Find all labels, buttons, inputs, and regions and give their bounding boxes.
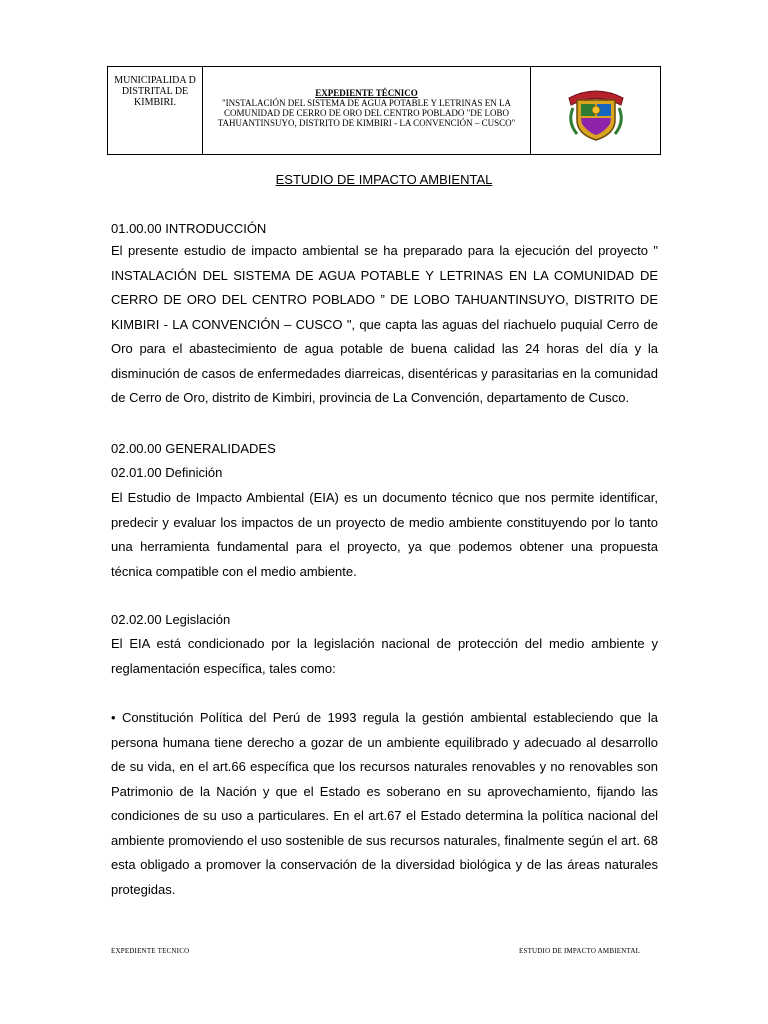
expediente-title: EXPEDIENTE TÉCNICO xyxy=(315,88,418,98)
coat-of-arms-icon xyxy=(563,78,629,144)
footer-right: ESTUDIO DE IMPACTO AMBIENTAL xyxy=(519,947,641,955)
logo-cell xyxy=(531,67,660,154)
definicion-heading: 02.01.00 Definición xyxy=(111,465,223,480)
legislacion-heading: 02.02.00 Legislación xyxy=(111,612,231,627)
constitucion-bullet: • Constitución Política del Perú de 1993 regula la gestión ambiental estableciendo que la persona humana tiene derecho a gozar de un ambiente equilibrado y adecuado al desarrollo de su vida, en el art.66 específica que los recursos naturales renovables y no renovables son Patrimonio de la Nación y que el Estado es soberano en su aprovechamiento, fijando las condiciones de su uso a particulares. En el art.67 el Estado determina la política nacional del ambiente promoviendo el uso sostenible de sus recursos naturales, finalmente según el art. 68 esta obligado a promover la conservación de la diversidad biológica y de las áreas naturales protegidas. xyxy=(111,710,658,897)
header-table xyxy=(107,66,661,155)
definicion-paragraph: El Estudio de Impacto Ambiental (EIA) es un documento técnico que nos permite identificar, predecir y evaluar los impactos de un proyecto de medio ambiente constituyendo por lo tanto una herramienta fundamental para el proyecto, ya que podemos obtener una propuesta técnica compatible con el medio ambiente. xyxy=(111,490,658,579)
document-title: ESTUDIO DE IMPACTO AMBIENTAL xyxy=(275,172,493,187)
intro-heading: 01.00.00 INTRODUCCIÓN xyxy=(111,221,267,236)
municipality-name: MUNICIPALIDA D DISTRITAL DE KIMBIRI. xyxy=(108,67,203,154)
footer-left: EXPEDIENTE TECNICO xyxy=(111,947,190,955)
project-title: "INSTALACIÓN DEL SISTEMA DE AGUA POTABLE Y LETRINAS EN LA COMUNIDAD DE CERRO DE ORO DEL CENTRO POBLADO "DE LOBO TAHUANTINSUYO, DISTRITO DE KIMBIRI - LA CONVENCIÓN – CUSCO" xyxy=(217,98,516,128)
legislacion-paragraph: El EIA está condicionado por la legislación nacional de protección del medio ambiente y reglamentación específica, tales como: xyxy=(111,636,658,676)
generalidades-heading: 02.00.00 GENERALIDADES xyxy=(111,441,276,456)
project-title-cell xyxy=(203,67,531,154)
intro-paragraph: El presente estudio de impacto ambiental se ha preparado para la ejecución del proyecto " INSTALACIÓN DEL SISTEMA DE AGUA POTABLE Y LETRINAS EN LA COMUNIDAD DE CERRO DE ORO DEL CENTRO POBLADO ” DE LOBO TAHUANTINSUYO, DISTRITO DE KIMBIRI - LA CONVENCIÓN – CUSCO ", que capta las aguas del riachuelo puquial Cerro de Oro para el abastecimiento de agua potable de buena calidad las 24 horas del día y la disminución de casos de enfermedades diarreicas, disentéricas y parasitarias en la comunidad de Cerro de Oro, distrito de Kimbiri, provincia de La Convención, departamento de Cusco. xyxy=(111,243,658,405)
